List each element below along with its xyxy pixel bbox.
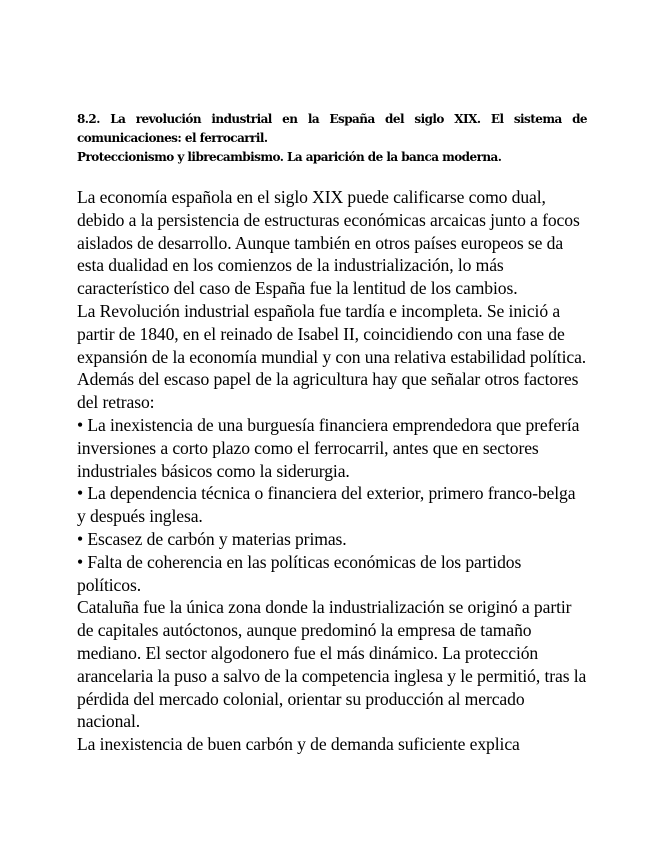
heading-title: 8.2. La revolución industrial en la España del siglo XIX. El sistema de comunicaciones: el ferrocarril. [77, 112, 587, 145]
document-body [77, 186, 587, 756]
bullet-item: • Falta de coherencia en las políticas económicas de los partidos políticos. [77, 551, 522, 595]
paragraph-coal: La inexistencia de buen carbón y de demanda suficiente explica [77, 734, 520, 755]
paragraph-intro: La economía española en el siglo XIX puede calificarse como dual, debido a la persistencia de estructuras económicas arcaicas junto a focos aislados de desarrollo. Aunque también en otros países europeos se da esta dualidad en los comienzos de la industrialización, lo más característico del caso de España fue la lentitud de los cambios. [77, 187, 580, 299]
paragraph-revolution: La Revolución industrial española fue tardía e incompleta. Se inició a partir de 1840, en el reinado de Isabel II, coincidiendo con una fase de expansión de la economía mundial y con una relativa estabilidad política. [77, 300, 587, 367]
heading-subtitle: Proteccionismo y librecambismo. La aparición de la banca moderna. [77, 150, 502, 164]
paragraph-cataluna: Cataluña fue la única zona donde la industrialización se originó a partir de capitales autóctonos, aunque predominó la empresa de tamaño mediano. El sector algodonero fue el más dinámico. La protección arancelaria la puso a salvo de la competencia inglesa y le permitió, tras la pérdida del mercado colonial, orientar su producción al mercado nacional. [77, 597, 587, 732]
paragraph-factors-intro: Además del escaso papel de la agricultura hay que señalar otros factores del retraso: [77, 369, 579, 413]
section-heading [77, 110, 587, 167]
bullet-item: • La inexistencia de una burguesía financiera emprendedora que prefería inversiones a corto plazo como el ferrocarril, antes que en sectores industriales básicos como la siderurgia. [77, 414, 580, 481]
bullet-item: • Escasez de carbón y materias primas. [77, 528, 347, 549]
bullet-item: • La dependencia técnica o financiera del exterior, primero franco-belga y después inglesa. [77, 483, 576, 527]
